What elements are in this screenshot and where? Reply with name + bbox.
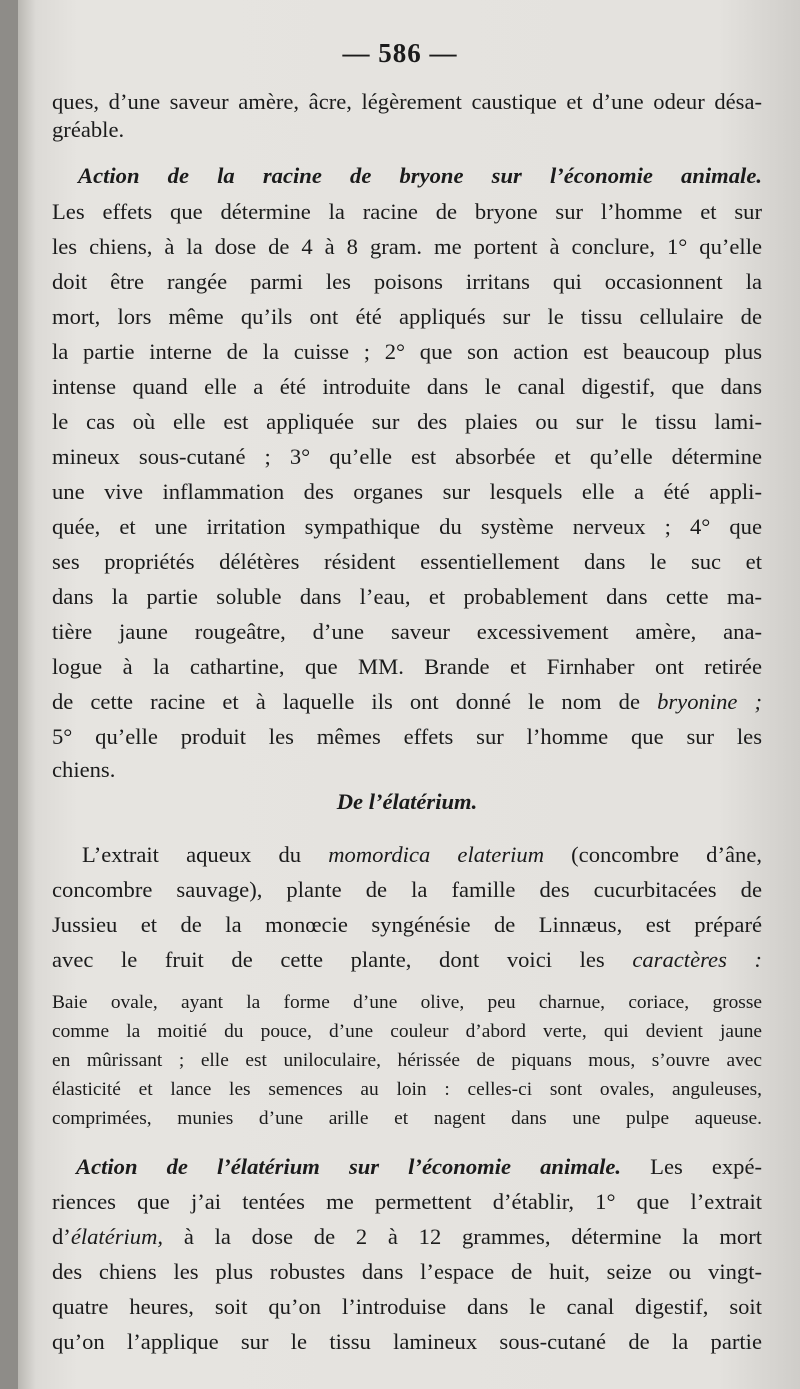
line-text: dans la partie soluble dans l’eau, et probablement dans cette ma- [52, 584, 762, 609]
description-line [52, 1104, 762, 1133]
line-text: gréable. [52, 117, 125, 142]
italic-term: caractères : [632, 947, 762, 972]
line-text: qu’on l’applique sur le tissu lamineux sous-cutané de la partie [52, 1329, 762, 1354]
line-text: les chiens, à la dose de 4 à 8 gram. me portent à conclure, 1° qu’elle [52, 234, 762, 259]
line-text: intense quand elle a été introduite dans le canal digestif, que dans [52, 374, 762, 399]
section-title [52, 785, 762, 819]
line-text: logue à la cathartine, que MM. Brande et Firnhaber ont retirée [52, 654, 762, 679]
description-line [52, 1017, 762, 1046]
line-text: à la dose de 2 à 12 grammes, détermine la mort [163, 1224, 762, 1249]
text-line [52, 545, 762, 579]
line-text: quatre heures, soit qu’on l’introduise dans le canal digestif, soit [52, 1294, 762, 1319]
text-line [52, 615, 762, 649]
line-text: mort, lors même qu’ils ont été appliqués sur le tissu cellulaire de [52, 304, 762, 329]
text-line [52, 113, 762, 147]
description-text: élasticité et lance les semences au loin : celles-ci sont ovales, anguleuses, [52, 1079, 762, 1100]
text-line [52, 475, 762, 509]
page-number: — 586 — [342, 38, 458, 68]
description-text: comme la moitié du pouce, d’une couleur d’abord verte, qui devient jaune [52, 1021, 762, 1042]
description-text: Baie ovale, ayant la forme d’une olive, peu charnue, coriace, grosse [52, 992, 762, 1013]
text-line [52, 753, 762, 787]
paragraph-heading: Action de la racine de bryone sur l’économie animale. [78, 163, 762, 188]
description-line [52, 1075, 762, 1104]
text-line [52, 1220, 762, 1254]
text-line [52, 943, 762, 977]
text-line [52, 510, 762, 544]
description-line [52, 988, 762, 1017]
line-text: avec le fruit de cette plante, dont voici les [52, 947, 633, 972]
line-text: ses propriétés délétères résident essentiellement dans le suc et [52, 549, 762, 574]
line-text: mineux sous-cutané ; 3° qu’elle est absorbée et qu’elle détermine [52, 444, 762, 469]
text-line [52, 1290, 762, 1324]
text-line [52, 265, 762, 299]
text-line [52, 440, 762, 474]
text-line [52, 650, 762, 684]
line-text: Jussieu et de la monœcie syngénésie de Linnæus, est préparé [52, 912, 762, 937]
line-text: Les effets que détermine la racine de bryone sur l’homme et sur [52, 199, 762, 224]
line-text: la partie interne de la cuisse ; 2° que son action est beaucoup plus [52, 339, 762, 364]
line-text: le cas où elle est appliquée sur des plaies ou sur le tissu lami- [52, 409, 762, 434]
text-line [52, 873, 762, 907]
line-text: riences que j’ai tentées me permettent d’établir, 1° que l’extrait [52, 1189, 762, 1214]
text-line [52, 195, 762, 229]
italic-term: bryonine ; [657, 689, 762, 714]
line-text: doit être rangée parmi les poisons irritans qui occasionnent la [52, 269, 762, 294]
line-text: Les expé- [621, 1154, 762, 1179]
line-text: concombre sauvage), plante de la famille des cucurbitacées de [52, 877, 762, 902]
text-line [52, 685, 762, 719]
line-text: de cette racine et à laquelle ils ont donné le nom de [52, 689, 658, 714]
text-line [82, 838, 762, 872]
line-text: tière jaune rougeâtre, d’une saveur excessivement amère, ana- [52, 619, 762, 644]
line-text: d’ [52, 1224, 71, 1249]
section-title-text: De l’élatérium. [336, 789, 478, 814]
line-text: L’extrait aqueux du [82, 842, 329, 867]
text-line [52, 230, 762, 264]
text-line [52, 405, 762, 439]
page-gutter [0, 0, 18, 1389]
text-line [52, 720, 762, 754]
line-text: 5° qu’elle produit les mêmes effets sur l’homme que sur les [52, 724, 762, 749]
description-line [52, 1046, 762, 1075]
text-line [52, 1255, 762, 1289]
text-line [52, 1185, 762, 1219]
line-text: ques, d’une saveur amère, âcre, légèrement caustique et d’une odeur désa- [52, 89, 762, 114]
line-text: quée, et une irritation sympathique du système nerveux ; 4° que [52, 514, 762, 539]
text-line [52, 335, 762, 369]
text-line [78, 159, 762, 193]
text-line [52, 370, 762, 404]
paragraph-heading: Action de l’élatérium sur l’économie animale. [76, 1154, 622, 1179]
description-text: en mûrissant ; elle est uniloculaire, hérissée de piquans mous, s’ouvre avec [52, 1050, 762, 1071]
line-text: chiens. [52, 757, 116, 782]
line-text: une vive inflammation des organes sur lesquels elle a été appli- [52, 479, 762, 504]
text-line [52, 300, 762, 334]
line-text: des chiens les plus robustes dans l’espace de huit, seize ou vingt- [52, 1259, 762, 1284]
line-text: (concombre d’âne, [544, 842, 762, 867]
text-line [76, 1150, 762, 1184]
text-line [52, 1325, 762, 1359]
description-text: comprimées, munies d’une arille et nagent dans une pulpe aqueuse. [52, 1108, 762, 1129]
text-line [52, 908, 762, 942]
italic-term: momordica elaterium [328, 842, 545, 867]
text-line [52, 580, 762, 614]
italic-term: élatérium, [70, 1224, 164, 1249]
